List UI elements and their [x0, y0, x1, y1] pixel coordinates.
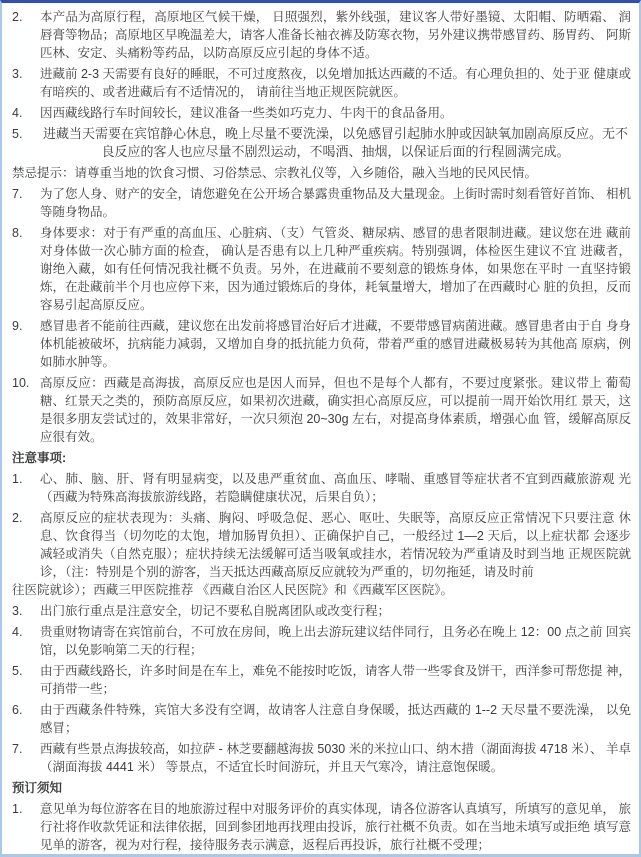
notes-item-2	[12, 509, 631, 599]
item-number: 5.	[12, 664, 23, 678]
item-number: 4.	[12, 625, 23, 639]
item-text: 由于西藏线路长，许多时间是在车上，难免不能按时吃饭，请客人带一些零食及饼干，西洋参可帮您提 神，可捎带一些；	[40, 664, 631, 696]
notes-item-6	[12, 701, 631, 737]
item-text: 西藏有些景点海拔较高，如拉萨 - 林芝要翻越海拔 5030 米的米拉山口、纳木措（湖面海拔 4718 米）、 羊卓（湖面海拔 4441 米） 等景点，不适宜长时间游玩，并且天气寒冷，请注意饱保暖。	[40, 742, 631, 774]
notes-item-2-continuation: 往医院就诊）；西藏三甲医院推荐 《西藏自治区人民医院》和《西藏军区医院》。	[12, 583, 453, 597]
item-text: 贵重财物请寄在宾馆前台，不可放在房间，晚上出去游玩建议结伴同行，且务必在晚上 12：00 点之前 回宾馆，以免影响第二天的行程；	[40, 625, 631, 657]
notice-item-9	[12, 317, 631, 371]
notice-item-5	[12, 125, 631, 161]
item-text: 进藏当天需要在宾馆静心休息，晚上尽量不要洗澡，以免感冒引起肺水肿或因缺氧加剧高原反应。无不 良反应的客人也应尽量不剧烈运动，不喝酒、抽烟，以保证后面的行程圆满完成。	[42, 126, 628, 159]
item-number: 3.	[12, 67, 23, 81]
item-number: 7.	[12, 187, 23, 201]
item-text: 进藏前 2-3 天需要有良好的睡眠，不可过度熬夜，以免增加抵达西藏的不适。有心理负担的、处于亚 健康或有暗疾的、或者进藏后有不适情况的， 请前往当地正规医院就医。	[40, 67, 631, 99]
item-text: 高原反应：西藏是高海拔，高原反应也是因人而异，但也不是每个人都有，不要过度紧张。建议带上 葡萄糖、红景天之类的，预防高原反应，如果初次进藏，确实担心高原反应，可以提前一周开始饮用红 景天，这是很多朋友尝试过的，效果非常好，一次只须泡 20~30g 左右，对提高身体素质，增强心血 管，缓解高原反应很有效。	[40, 376, 631, 444]
notice-item-4	[12, 104, 631, 122]
item-text: 出门旅行重点是注意安全，切记不要私自脱离团队或改变行程；	[40, 604, 391, 618]
notes-item-3	[12, 602, 631, 620]
item-text: 心、肺、脑、肝、肾有明显病变，以及患严重贫血、高血压、哮喘、重感冒等症状者不宜到西藏旅游观 光（西藏为特殊高海拔旅游线路，若隐瞒健康状况，后果自负）；	[40, 472, 631, 504]
notice-item-7	[12, 185, 631, 221]
item-number: 1.	[12, 472, 23, 486]
item-text: 为了您人身、财产的安全，请您避免在公开场合暴露贵重物品及大量现金。上街时需时刻看管好首饰、 相机等随身物品。	[40, 187, 631, 219]
item-number: 6.	[12, 703, 23, 717]
item-number: 7.	[12, 742, 23, 756]
item-number: 10.	[12, 376, 30, 390]
item-number: 4.	[12, 106, 23, 120]
notice-item-8	[12, 224, 631, 314]
notes-item-2-main	[12, 509, 631, 581]
item-number: 5.	[12, 127, 23, 141]
item-text: 感冒患者不能前往西藏，建议您在出发前将感冒治好后才进藏，不要带感冒病菌进藏。感冒患者由于自 身身体机能被破坏，抗病能力减弱，又增加自身的抵抗能力负荷，带着严重的感冒进藏极易转为其他高 原病，例如肺水肿等。	[40, 319, 631, 369]
item-text: 高原反应的症状表现为：头痛、胸闷、呼吸急促、恶心、呕吐、失眠等，高原反应正常情况下只要注意 休息、饮食得当（切勿吃的太饱，增加肠胃负担）、正确保护自己，一般经过 1—2 天后，以上症状都 会逐步减轻或消失（自然克服）；症状持续无法缓解可适当吸氧或挂水，若情况较为严重请及时到当地 正规医院就诊，（注：特别是个别的游客，当天抵达西藏高原反应就较为严重的，切勿拖延，请及时前	[40, 511, 631, 579]
item-number: 2.	[12, 511, 23, 525]
item-text: 本产品为高原行程，高原地区气候干燥， 日照强烈，紫外线强，建议客人带好墨镜、太阳帽、防晒霜、 润唇膏等物品；高原地区早晚温差大，请客人准备长袖衣裤及防寒衣物，另外建议携带感冒药、肠胃药、 阿斯匹林、安定、头痛粉等药品，以防高原反应引起的身体不适。	[40, 10, 631, 60]
item-number: 2.	[12, 10, 23, 24]
notes-item-7	[12, 740, 631, 776]
notes-section-heading: 注意事项:	[12, 451, 67, 465]
item-text: 身体要求：对于有严重的高血压、心脏病、（支）气管炎、糖尿病、感冒的患者限制进藏。建议您在进 藏前对身体做一次心肺方面的检查， 确认是否患有以上几种严重疾病。特别强调，体检医生建议不宜 进藏者，谢绝入藏，如有任何情况我社概不负责。另外，在进藏前不要刻意的锻炼身体，如果您在平时 一直坚持锻炼，在赴藏前半个月也应停下来，因为通过锻炼后的身体，耗氧量增大，增加了在西藏时心 脏的负担，反而容易引起高原反应。	[40, 226, 631, 312]
item-number: 8.	[12, 226, 23, 240]
item-number: 3.	[12, 604, 23, 618]
notice-item-2	[12, 8, 631, 62]
item-number: 1.	[12, 802, 23, 816]
item-text: 由于西藏条件特殊，宾馆大多没有空调，故请客人注意自身保暖，抵达西藏的 1--2 天尽量不要洗澡， 以免感冒；	[40, 703, 631, 735]
notes-item-4	[12, 623, 631, 659]
notice-item-3	[12, 65, 631, 101]
item-text: 意见单为每位游客在目的地旅游过程中对服务评价的真实体现，请各位游客认真填写，所填写的意见单， 旅行社将作收款凭证和法律依据，回到参团地再找理由投诉，旅行社概不负责。如在当地未填写或拒绝 填写意见单的游客，视为对行程，接待服务表示满意，返程后再投诉，旅行社概不受理；	[40, 802, 631, 852]
item-text: 因西藏线路行车时间较长，建议准备一些类如巧克力、牛肉干的食品备用。	[40, 106, 453, 120]
notes-item-1	[12, 470, 631, 506]
taboo-tip-line: 禁忌提示：请尊重当地的饮食习惯、习俗禁忌、宗教礼仪等，入乡随俗，融入当地的民风民情。	[12, 166, 538, 180]
item-number: 9.	[12, 319, 23, 333]
booking-item-1	[12, 800, 631, 854]
notice-item-10	[12, 374, 631, 446]
notes-item-5	[12, 662, 631, 698]
booking-section-heading: 预订须知	[12, 781, 63, 795]
